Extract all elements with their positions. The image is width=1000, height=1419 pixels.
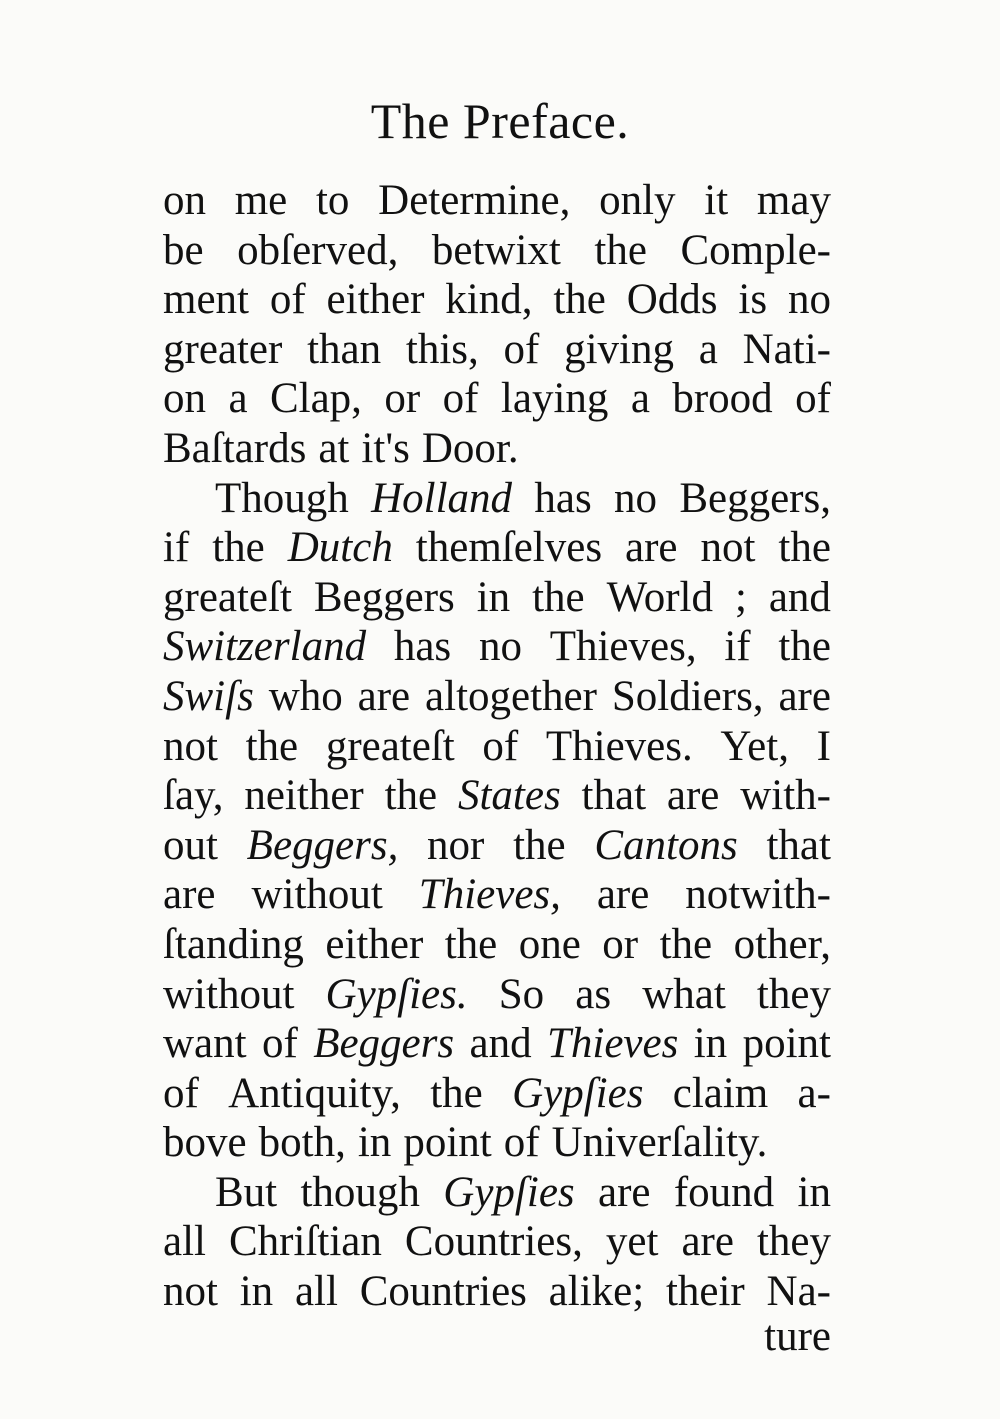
word: with- bbox=[740, 772, 831, 820]
word: in bbox=[693, 1020, 728, 1068]
word: Beggers bbox=[313, 573, 455, 621]
text-line bbox=[163, 573, 831, 623]
word: only bbox=[599, 177, 676, 224]
word: themſelves bbox=[415, 524, 603, 572]
text-line bbox=[163, 1019, 831, 1069]
word: at bbox=[318, 424, 350, 472]
word: is bbox=[738, 276, 768, 324]
word: the bbox=[532, 573, 585, 621]
word: greateſt bbox=[325, 722, 455, 770]
word: that bbox=[766, 821, 831, 869]
word: obſerved, bbox=[237, 226, 399, 274]
word: a bbox=[698, 325, 718, 373]
word: has bbox=[534, 474, 592, 522]
word: not bbox=[700, 524, 756, 572]
word: greater bbox=[163, 325, 283, 373]
word: they bbox=[756, 970, 831, 1018]
text-line bbox=[163, 1118, 831, 1168]
word: are bbox=[596, 871, 650, 919]
word: one bbox=[518, 920, 581, 968]
italic-word: States bbox=[457, 772, 561, 820]
word: ment bbox=[163, 276, 249, 324]
word: than bbox=[307, 325, 382, 373]
word: are bbox=[357, 672, 411, 720]
word: both, bbox=[258, 1119, 346, 1167]
word: a bbox=[228, 375, 248, 423]
word: neither bbox=[244, 772, 364, 820]
text-line bbox=[163, 374, 831, 424]
word: who bbox=[268, 672, 343, 720]
text-line bbox=[163, 1168, 831, 1218]
word: though bbox=[300, 1168, 420, 1216]
word: the bbox=[659, 920, 713, 968]
word: Baſtards bbox=[163, 424, 307, 472]
word: on bbox=[163, 177, 206, 224]
italic-word: Gypſies bbox=[512, 1069, 644, 1117]
word: But bbox=[215, 1168, 278, 1216]
word: of bbox=[482, 722, 519, 770]
word: Though bbox=[215, 474, 349, 522]
word: are bbox=[163, 871, 216, 919]
word: it's bbox=[361, 424, 410, 472]
word: other, bbox=[733, 920, 831, 968]
word: no bbox=[787, 276, 831, 324]
word: the bbox=[513, 821, 566, 869]
word: Antiquity, bbox=[228, 1069, 401, 1117]
word: the bbox=[245, 722, 299, 770]
word: Comple- bbox=[680, 226, 831, 274]
word: the bbox=[553, 276, 606, 324]
word: a- bbox=[797, 1069, 831, 1117]
word: Door. bbox=[421, 424, 519, 472]
text-line bbox=[163, 226, 831, 276]
text-line bbox=[163, 1217, 831, 1267]
word: of bbox=[163, 1069, 199, 1117]
word: are bbox=[681, 1218, 734, 1266]
word: bove bbox=[163, 1119, 247, 1167]
word: may bbox=[756, 177, 831, 224]
text-line bbox=[163, 275, 831, 325]
word: Soldiers, bbox=[611, 672, 764, 720]
text-line bbox=[163, 970, 831, 1020]
word: the bbox=[778, 623, 831, 671]
word: what bbox=[642, 970, 726, 1018]
word: altogether bbox=[425, 672, 597, 720]
text-line bbox=[163, 672, 831, 722]
word: ; bbox=[734, 573, 747, 621]
word: either bbox=[325, 920, 424, 968]
italic-word: Gypſies. bbox=[325, 970, 468, 1018]
word: the bbox=[384, 772, 438, 820]
running-head: The Preface. bbox=[370, 93, 630, 149]
word: betwixt bbox=[431, 226, 561, 274]
word: that bbox=[581, 772, 647, 820]
text-line bbox=[163, 1069, 831, 1119]
word: Clap, bbox=[269, 375, 362, 423]
word: in bbox=[239, 1268, 274, 1316]
word: kind, bbox=[445, 276, 533, 324]
word: Univerſality. bbox=[551, 1119, 768, 1167]
word: without bbox=[163, 970, 295, 1018]
italic-word: Beggers, bbox=[246, 821, 399, 869]
word: if bbox=[724, 623, 751, 671]
word: of bbox=[261, 1020, 298, 1068]
word: notwith- bbox=[685, 871, 831, 919]
word: laying bbox=[500, 375, 609, 423]
word: are bbox=[666, 772, 720, 820]
text-line bbox=[163, 622, 831, 672]
italic-word: Cantons bbox=[594, 821, 738, 869]
text-line bbox=[163, 771, 831, 821]
text-line bbox=[163, 821, 831, 871]
text-line bbox=[163, 176, 831, 226]
italic-word: Swiſs bbox=[163, 672, 254, 720]
word: or bbox=[384, 375, 421, 423]
word: all bbox=[294, 1268, 338, 1316]
word: of bbox=[503, 325, 540, 373]
word: World bbox=[606, 573, 713, 621]
italic-word: Beggers bbox=[313, 1020, 455, 1068]
word: point bbox=[403, 1119, 492, 1167]
word: their bbox=[665, 1268, 745, 1316]
word: Thieves, bbox=[549, 623, 697, 671]
word: are bbox=[625, 524, 678, 572]
word: claim bbox=[672, 1069, 769, 1117]
text-line bbox=[163, 920, 831, 970]
word: giving bbox=[564, 325, 675, 373]
word: ſay, bbox=[163, 772, 224, 820]
word: a bbox=[630, 375, 650, 423]
word: Chriſtian bbox=[229, 1218, 382, 1266]
word: the bbox=[444, 920, 498, 968]
word: want bbox=[163, 1020, 247, 1068]
word: no bbox=[478, 623, 522, 671]
catchword: ture bbox=[764, 1313, 831, 1360]
italic-word: Switzerland bbox=[163, 623, 367, 671]
italic-word: Gypſies bbox=[443, 1168, 575, 1216]
word: either bbox=[326, 276, 425, 324]
word: of bbox=[442, 375, 479, 423]
word: are bbox=[778, 672, 831, 720]
word: the bbox=[430, 1069, 483, 1117]
word: Odds bbox=[626, 276, 718, 324]
word: be bbox=[163, 226, 204, 274]
word: found bbox=[673, 1168, 775, 1216]
word: as bbox=[575, 970, 612, 1018]
word: Beggers, bbox=[679, 474, 831, 522]
word: me bbox=[234, 177, 288, 224]
italic-word: Thieves bbox=[546, 1020, 679, 1068]
word: Countries bbox=[359, 1268, 527, 1316]
word: the bbox=[778, 524, 831, 572]
word: I bbox=[816, 722, 831, 770]
word: in bbox=[797, 1168, 831, 1216]
word: So bbox=[498, 970, 545, 1018]
word: yet bbox=[605, 1218, 659, 1266]
word: of bbox=[269, 276, 306, 324]
body-text bbox=[163, 176, 831, 1317]
text-line bbox=[163, 424, 831, 474]
word: in bbox=[476, 573, 511, 621]
word: or bbox=[602, 920, 639, 968]
text-line bbox=[163, 474, 831, 524]
word: no bbox=[614, 474, 657, 522]
word: out bbox=[163, 821, 218, 869]
word: Nati- bbox=[742, 325, 831, 373]
word: alike; bbox=[548, 1268, 645, 1316]
word: greateſt bbox=[163, 573, 292, 621]
word: are bbox=[597, 1168, 651, 1216]
word: Na- bbox=[766, 1268, 831, 1316]
word: nor bbox=[427, 821, 485, 869]
word: Yet, bbox=[720, 722, 789, 770]
text-line bbox=[163, 722, 831, 772]
italic-word: Dutch bbox=[287, 524, 393, 572]
word: the bbox=[212, 524, 265, 572]
word: the bbox=[594, 226, 647, 274]
word: without bbox=[251, 871, 383, 919]
word: not bbox=[163, 1268, 218, 1316]
word: Thieves. bbox=[545, 722, 693, 770]
word: not bbox=[163, 722, 218, 770]
text-line bbox=[163, 870, 831, 920]
word: brood bbox=[672, 375, 773, 423]
word: Determine, bbox=[378, 177, 571, 224]
word: point bbox=[742, 1020, 831, 1068]
word: ſtanding bbox=[163, 920, 304, 968]
word: and bbox=[469, 1020, 532, 1068]
word: has bbox=[393, 623, 452, 671]
word: it bbox=[704, 177, 729, 224]
word: this, bbox=[405, 325, 479, 373]
text-line bbox=[163, 523, 831, 573]
word: and bbox=[768, 573, 831, 621]
word: they bbox=[756, 1218, 831, 1266]
word: Countries, bbox=[404, 1218, 583, 1266]
word: if bbox=[163, 524, 190, 572]
word: in bbox=[357, 1119, 392, 1167]
word: on bbox=[163, 375, 206, 423]
text-line bbox=[163, 325, 831, 375]
word: to bbox=[315, 177, 350, 224]
text-line bbox=[163, 1267, 831, 1317]
word: all bbox=[163, 1218, 206, 1266]
word: of bbox=[795, 375, 831, 423]
italic-word: Thieves, bbox=[418, 871, 561, 919]
word: of bbox=[503, 1119, 540, 1167]
italic-word: Holland bbox=[371, 474, 513, 522]
